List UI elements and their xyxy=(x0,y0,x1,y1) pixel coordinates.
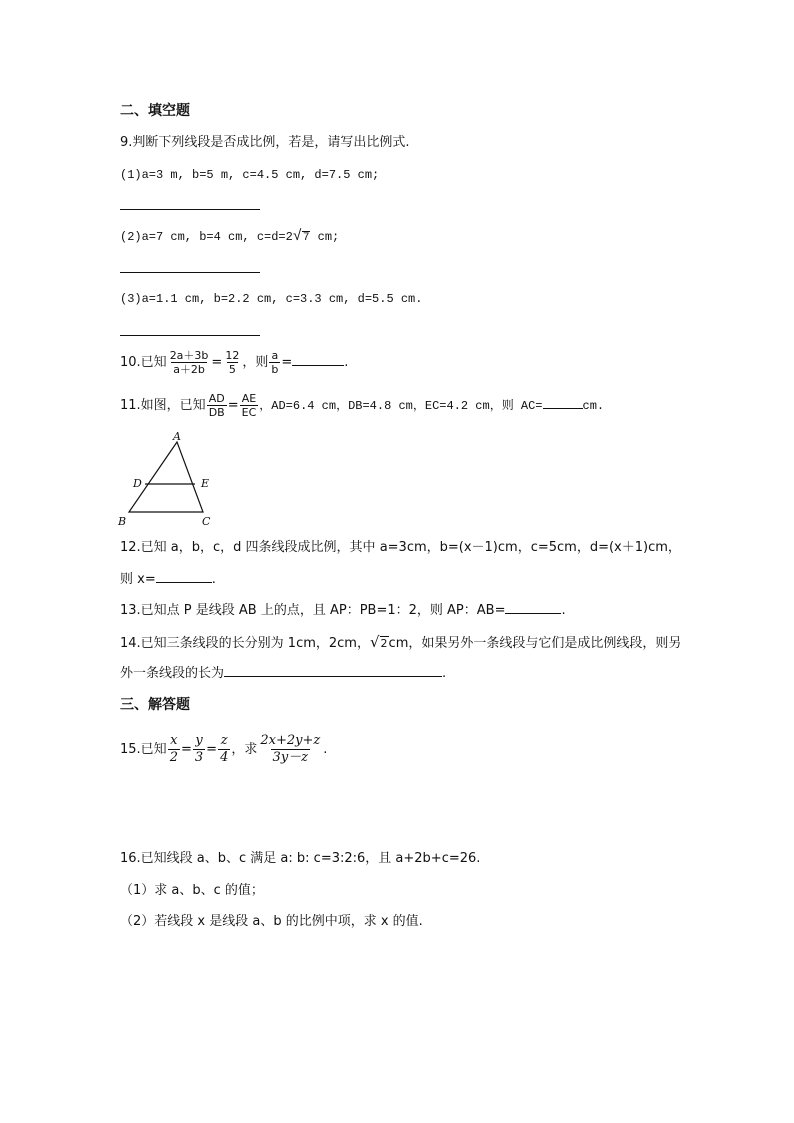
q11-answer-blank[interactable] xyxy=(543,396,583,409)
q14-line2: 外一条线段的长为 . xyxy=(120,666,447,681)
label-b: B xyxy=(118,515,127,528)
q11-fraction-1: $\frac{AD}{DB}$ xyxy=(208,392,225,419)
triangle-figure xyxy=(115,428,220,530)
q14-answer-blank[interactable] xyxy=(224,664,442,677)
label-c: C xyxy=(202,515,211,528)
section-heading-solve: 三、解答题 xyxy=(120,697,190,713)
q10-fraction-2: $\frac{12}{5}$ xyxy=(225,349,240,376)
q11-prefix: 11.如图，已知 xyxy=(120,398,206,413)
q10-prefix: 10.已知 xyxy=(120,355,167,370)
sqrt-icon: √7 xyxy=(292,228,310,245)
q9-answer-line-1[interactable] xyxy=(120,209,260,210)
q15-fraction-x: $\frac{x}{2}$ xyxy=(169,733,178,765)
label-d: D xyxy=(133,477,142,490)
q10-mid: ，则 xyxy=(242,355,269,370)
q12-answer-blank[interactable] xyxy=(156,570,212,583)
q9-answer-line-2[interactable] xyxy=(120,272,260,273)
q11-fraction-2: $\frac{AE}{EC}$ xyxy=(241,392,257,419)
q12-line2: 则 x= . xyxy=(120,572,216,587)
q15-target-fraction: $\frac{2x+2y+z}{3y-z}$ xyxy=(260,733,321,765)
sqrt-icon: √2 xyxy=(369,633,388,651)
q9-part2-unit: cm; xyxy=(310,230,340,244)
q10-fraction-1: $\frac{2a+3b}{a+2b}$ xyxy=(169,349,209,376)
q13: 13.已知点 P 是线段 AB 上的点，且 AP：PB=1：2，则 AP：AB= . xyxy=(120,603,566,618)
label-e: E xyxy=(201,477,210,490)
q14-line1: 14.已知三条线段的长分别为 1cm，2cm，√2cm，如果另外一条线段与它们是成比例线段，则另 xyxy=(120,633,682,651)
q10: 10.已知 $\frac{2a+3b}{a+2b}$ = $\frac{12}{5}$ ，则 $\frac{a}{b}$ = . xyxy=(120,349,349,376)
label-a: A xyxy=(173,430,181,443)
q16-part1: （1）求 a、b、c 的值； xyxy=(120,883,264,898)
q10-fraction-3: $\frac{a}{b}$ xyxy=(271,349,279,376)
q15-fraction-y: $\frac{y}{3}$ xyxy=(194,733,204,765)
q9-answer-line-3[interactable] xyxy=(120,335,260,336)
q16-part2: （2）若线段 x 是线段 a、b 的比例中项，求 x 的值. xyxy=(120,914,423,929)
q9-part2 xyxy=(120,228,339,246)
q15-fraction-z: $\frac{z}{4}$ xyxy=(220,733,229,765)
q9-part2-text: (2)a=7 cm, b=4 cm, c=d=2 xyxy=(120,230,293,244)
section-heading-fill-in: 二、填空题 xyxy=(120,103,190,119)
q16-stem: 16.已知线段 a、b、c 满足 a: b: c=3:2:6，且 a+2b+c=26. xyxy=(120,851,481,866)
q9-part3: (3)a=1.1 cm, b=2.2 cm, c=3.3 cm, d=5.5 cm. xyxy=(120,292,423,306)
q9-part1: (1)a=3 m, b=5 m, c=4.5 cm, d=7.5 cm; xyxy=(120,168,380,182)
q12-line1: 12.已知 a，b，c，d 四条线段成比例，其中 a=3cm，b=(x－1)cm，c=5cm，d=(x＋1)cm， xyxy=(120,540,681,555)
q9-stem: 9.判断下列线段是否成比例，若是，请写出比例式. xyxy=(120,135,410,150)
q11: 11.如图，已知 $\frac{AD}{DB}$ = $\frac{AE}{EC}$ ，AD=6.4 cm，DB=4.8 cm，EC=4.2 cm，则 AC= cm. xyxy=(120,392,605,419)
q9-part2-radicand: 7 xyxy=(302,232,310,244)
q11-text: ，AD=6.4 cm，DB=4.8 cm，EC=4.2 cm，则 AC= xyxy=(259,399,543,413)
q15: 15.已知 $\frac{x}{2}$ = $\frac{y}{3}$ = $\frac{z}{4}$ ，求 $\frac{2x+2y+z}{3y-z}$ . xyxy=(120,733,328,765)
q13-answer-blank[interactable] xyxy=(505,601,561,614)
q10-answer-blank[interactable] xyxy=(292,353,344,366)
